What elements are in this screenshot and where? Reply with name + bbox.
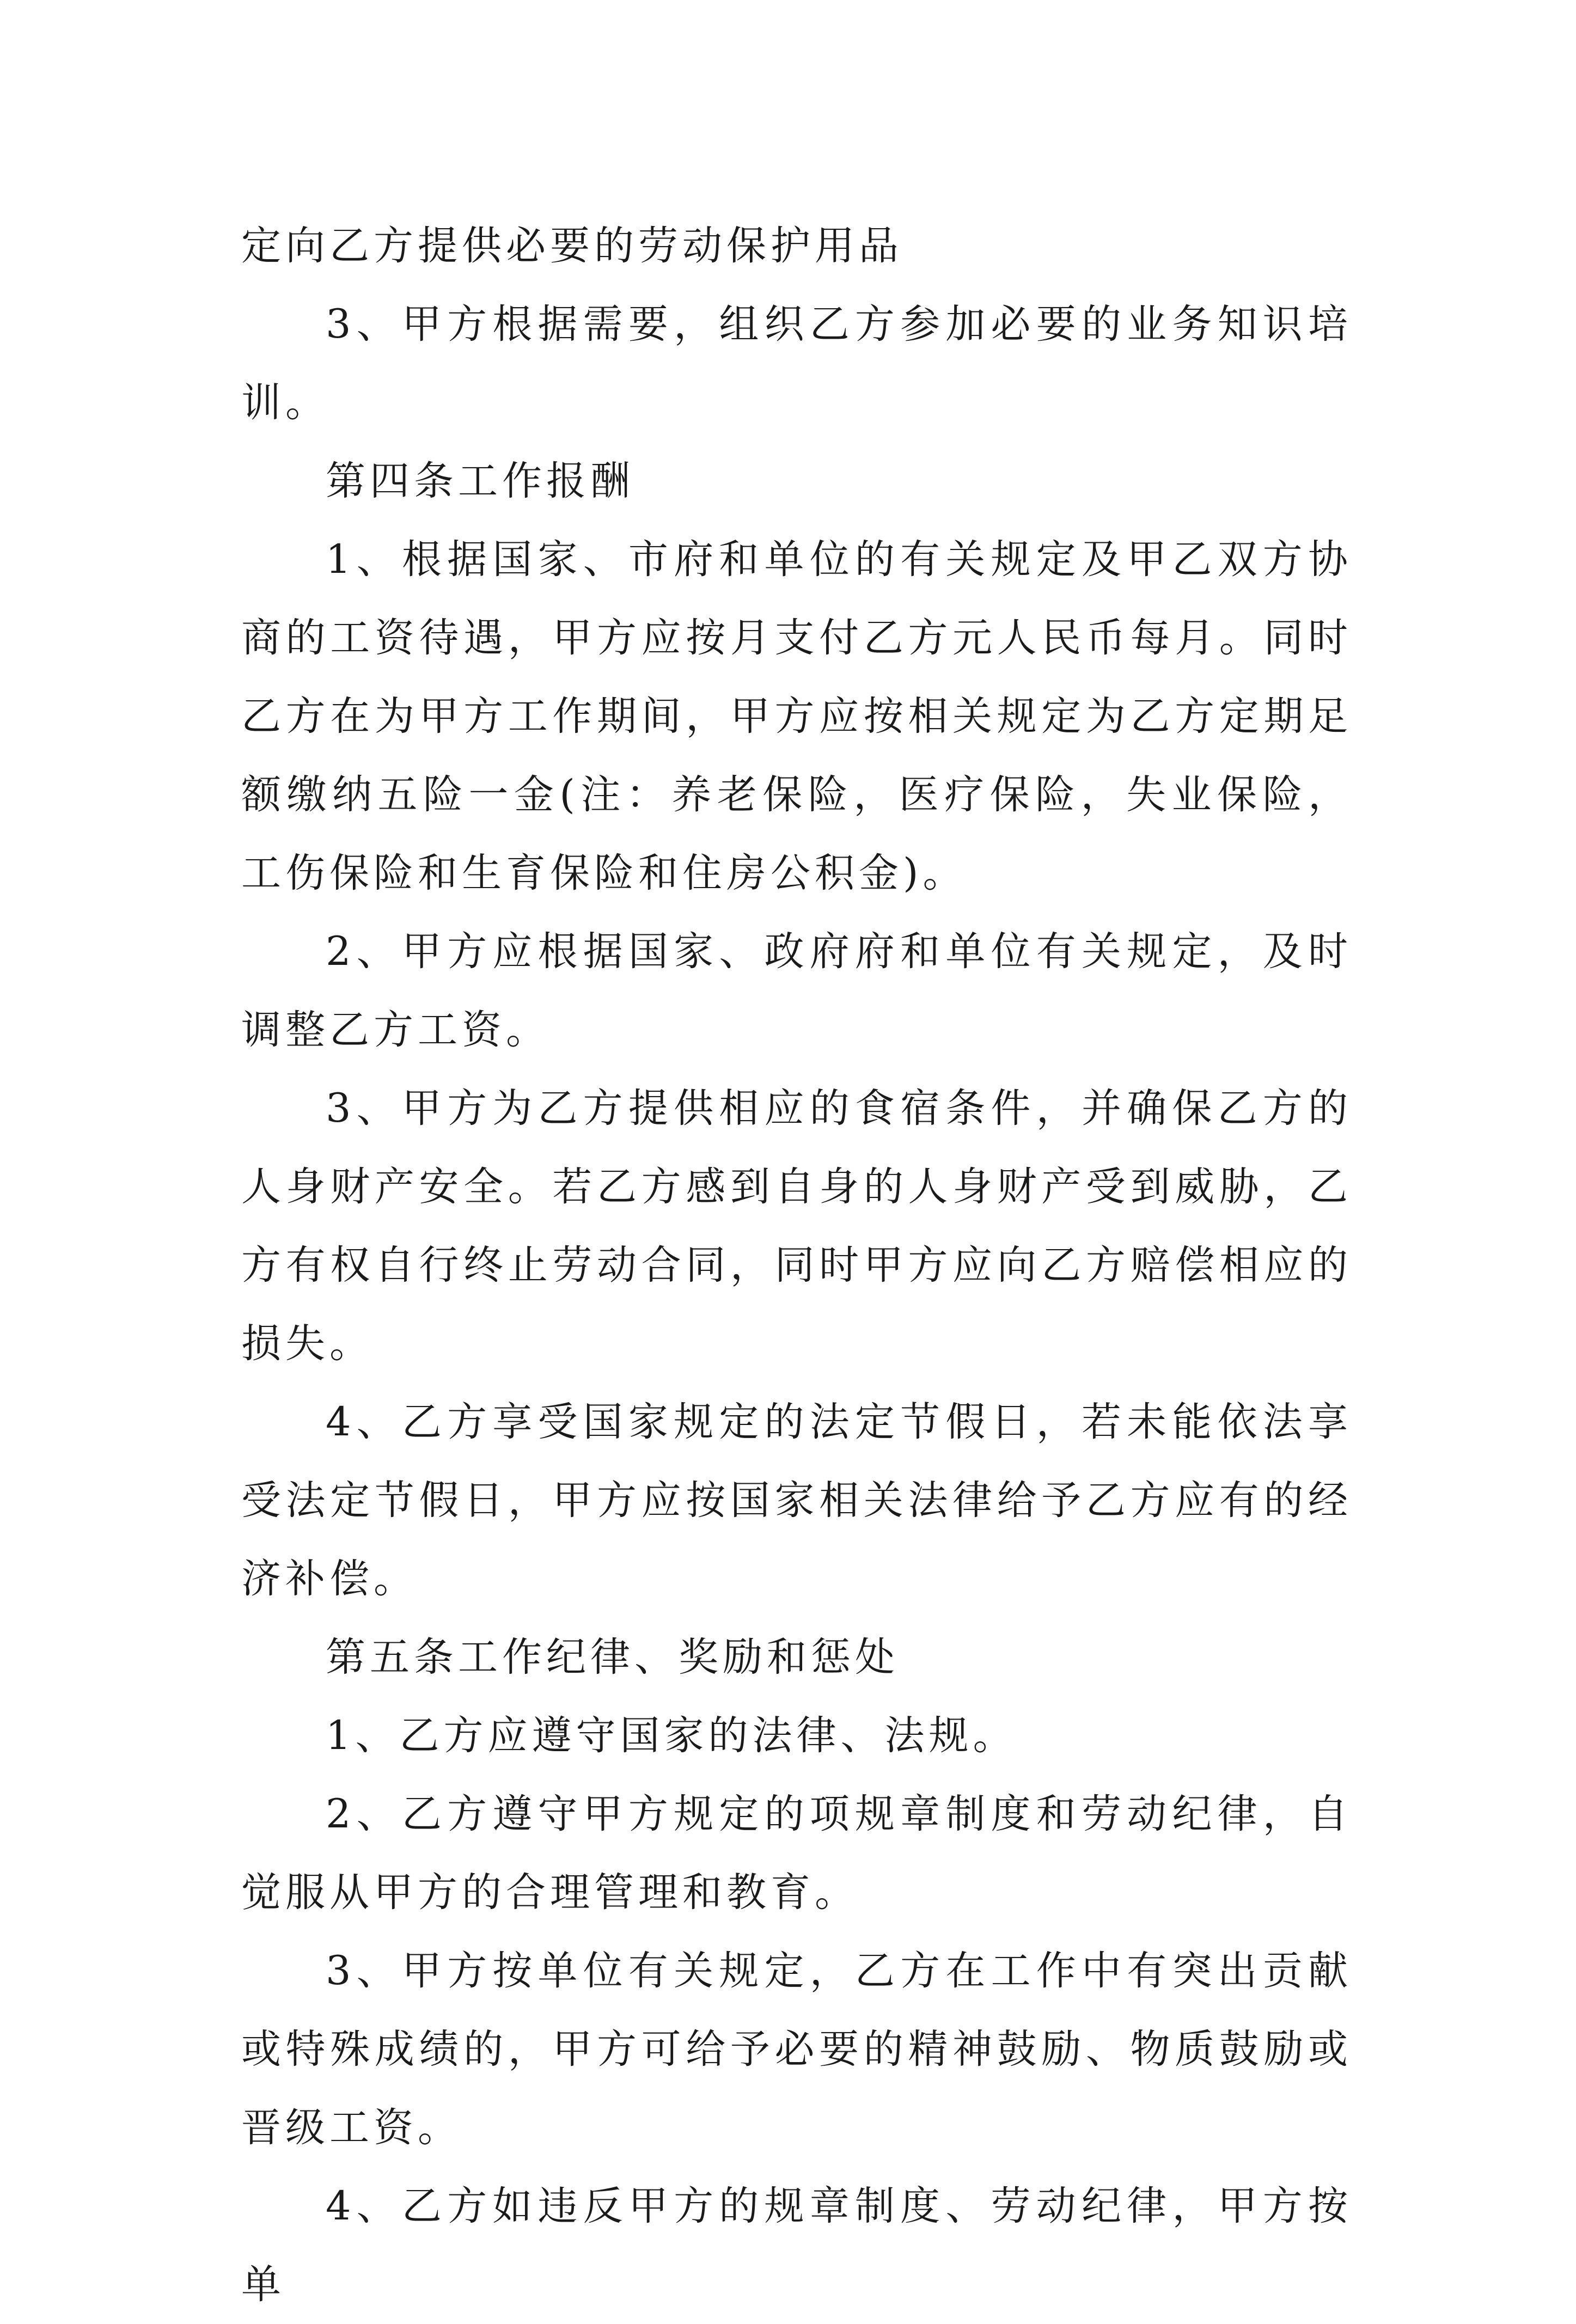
paragraph-article-4-item-2: 2、甲方应根据国家、政府府和单位有关规定，及时调整乙方工资。	[241, 928, 1352, 1053]
paragraph-article-5-item-4: 4、乙方如违反甲方的规章制度、劳动纪律，甲方按单	[241, 2183, 1352, 2308]
paragraph-article-4-item-1: 1、根据国家、市府和单位的有关规定及甲乙双方协商的工资待遇，甲方应按月支付乙方元人民币每月。同时乙方在为甲方工作期间，甲方应按相关规定为乙方定期足额缴纳五险一金(注：养老保险，医疗保险，失业保险，工伤保险和生育保险和住房公积金)。	[241, 536, 1352, 896]
paragraph-continuation: 定向乙方提供必要的劳动保护用品	[241, 223, 903, 269]
paragraph-clause-3-training: 3、甲方根据需要，组织乙方参加必要的业务知识培训。	[241, 301, 1352, 426]
document-body	[241, 207, 1352, 2324]
paragraph-article-4-item-3: 3、甲方为乙方提供相应的食宿条件，并确保乙方的人身财产安全。若乙方感到自身的人身财产受到威胁，乙方有权自行终止劳动合同，同时甲方应向乙方赔偿相应的损失。	[241, 1085, 1352, 1367]
section-heading-article-4: 第四条工作报酬	[326, 458, 634, 504]
paragraph-article-5-item-3: 3、甲方按单位有关规定，乙方在工作中有突出贡献或特殊成绩的，甲方可给予必要的精神鼓励、物质鼓励或晋级工资。	[241, 1948, 1352, 2151]
paragraph-article-4-item-4: 4、乙方享受国家规定的法定节假日，若未能依法享受法定节假日，甲方应按国家相关法律给予乙方应有的经济补偿。	[241, 1399, 1352, 1602]
section-heading-article-5: 第五条工作纪律、奖励和惩处	[326, 1634, 899, 1680]
paragraph-article-5-item-1: 1、乙方应遵守国家的法律、法规。	[326, 1713, 1017, 1759]
paragraph-article-5-item-2: 2、乙方遵守甲方规定的项规章制度和劳动纪律，自觉服从甲方的合理管理和教育。	[241, 1791, 1352, 1916]
